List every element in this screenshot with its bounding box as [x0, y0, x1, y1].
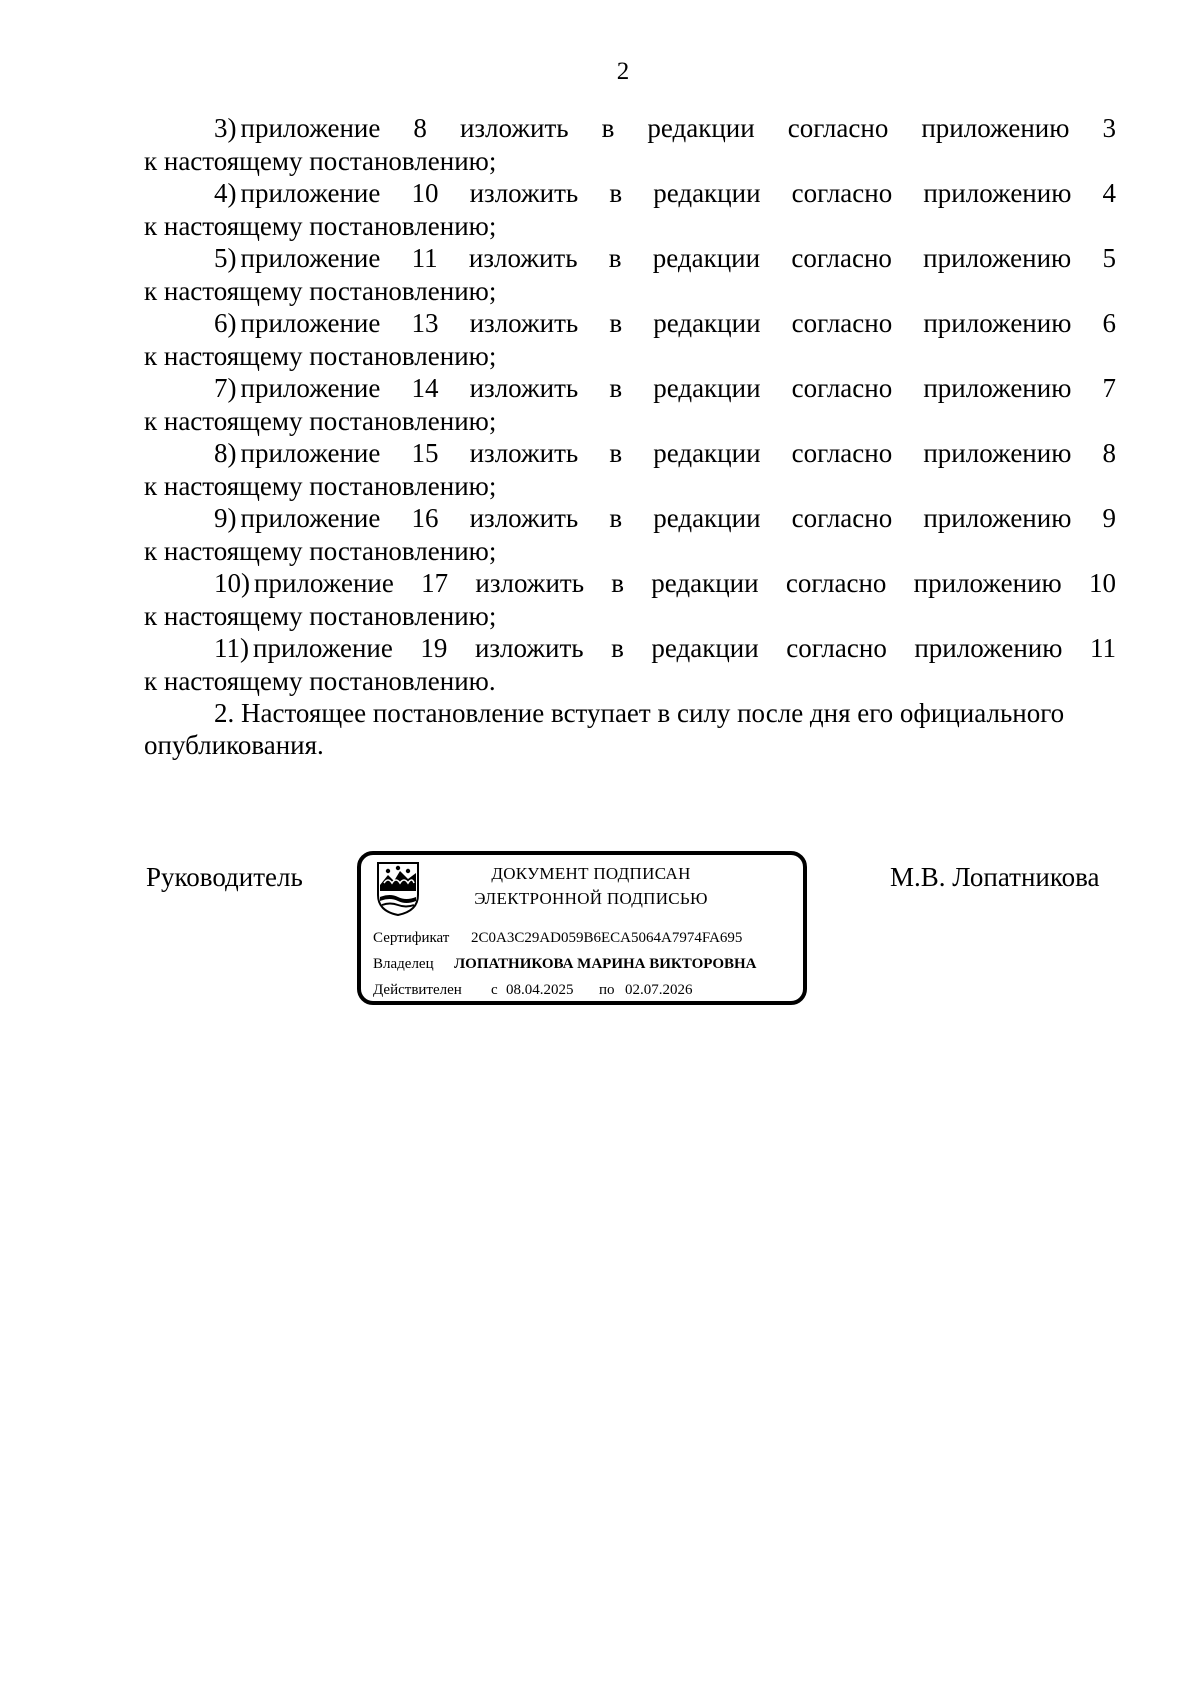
- stamp-title-line2: ЭЛЕКТРОННОЙ ПОДПИСЬЮ: [474, 889, 708, 908]
- stamp-owner-row: [373, 956, 757, 973]
- list-item: [144, 632, 1116, 697]
- page-number: 2: [616, 58, 630, 85]
- certificate-label: Сертификат: [373, 930, 450, 946]
- item-word: согласно: [791, 438, 893, 468]
- list-item-line1: [144, 632, 1116, 665]
- list-item: [144, 502, 1116, 567]
- list-item-line1: [144, 112, 1116, 145]
- item-word: 11: [411, 243, 438, 273]
- item-word: редакции: [653, 308, 761, 338]
- item-word: согласно: [785, 568, 887, 598]
- item-word: согласно: [787, 113, 889, 143]
- item-number: 6): [214, 308, 237, 338]
- item-word: 3: [1102, 113, 1116, 143]
- coat-of-arms-icon: [376, 861, 420, 917]
- item-word: приложению: [923, 308, 1072, 338]
- item-lead: [214, 502, 380, 535]
- item-lead: [214, 372, 380, 405]
- list-item-line1: [144, 567, 1116, 600]
- item-word: приложению: [923, 178, 1072, 208]
- item-word: 13: [411, 308, 439, 338]
- item-lead: [214, 567, 394, 600]
- item-word: приложению: [923, 243, 1072, 273]
- list-item-line1: [144, 307, 1116, 340]
- item-word: в: [609, 373, 623, 403]
- item-word: изложить: [469, 438, 579, 468]
- list-item-continuation: к настоящему постановлению;: [144, 276, 497, 306]
- item-word: приложение: [240, 178, 381, 208]
- item-word: приложению: [914, 633, 1063, 663]
- valid-from-prefix: с: [491, 982, 498, 998]
- item-word: изложить: [469, 373, 579, 403]
- item-word: 10: [1088, 568, 1116, 598]
- item-word: редакции: [647, 113, 755, 143]
- amendment-list: [144, 112, 1116, 697]
- item-lead: [214, 437, 380, 470]
- stamp-title-line1: ДОКУМЕНТ ПОДПИСАН: [491, 864, 691, 883]
- item-word: 7: [1102, 373, 1116, 403]
- item-word: изложить: [469, 503, 579, 533]
- stamp-validity-row: [373, 982, 693, 999]
- paragraph-effective-date: 2. Настоящее постановление вступает в силу после дня его официального опубликования.: [144, 698, 1065, 760]
- item-word: приложение: [240, 243, 381, 273]
- item-word: приложение: [240, 308, 381, 338]
- item-lead: [214, 112, 380, 145]
- item-number: 11): [214, 633, 249, 663]
- item-number: 4): [214, 178, 237, 208]
- stamp-certificate-row: [373, 930, 743, 947]
- list-item-line1: [144, 372, 1116, 405]
- electronic-signature-stamp: [357, 851, 807, 1005]
- item-word: редакции: [653, 373, 761, 403]
- item-number: 7): [214, 373, 237, 403]
- item-lead: [214, 307, 380, 340]
- list-item-continuation: к настоящему постановлению;: [144, 211, 497, 241]
- item-word: 8: [1102, 438, 1116, 468]
- item-word: 16: [411, 503, 439, 533]
- item-word: приложению: [923, 503, 1072, 533]
- item-number: 5): [214, 243, 237, 273]
- item-word: редакции: [652, 243, 761, 273]
- list-item-line1: [144, 502, 1116, 535]
- item-word: в: [609, 438, 623, 468]
- valid-to-prefix: по: [599, 982, 615, 998]
- list-item-line1: [144, 177, 1116, 210]
- valid-to-date: 02.07.2026: [625, 982, 693, 998]
- item-word: изложить: [459, 113, 569, 143]
- list-item-line1: [144, 242, 1116, 275]
- list-item: [144, 567, 1116, 632]
- item-word: 6: [1102, 308, 1116, 338]
- list-item: [144, 242, 1116, 307]
- item-word: редакции: [651, 568, 759, 598]
- list-item: [144, 437, 1116, 502]
- item-number: 9): [214, 503, 237, 533]
- owner-value: ЛОПАТНИКОВА МАРИНА ВИКТОРОВНА: [454, 956, 757, 972]
- item-word: 9: [1102, 503, 1116, 533]
- item-word: согласно: [786, 633, 887, 663]
- item-word: согласно: [791, 178, 893, 208]
- list-item-continuation: к настоящему постановлению.: [144, 666, 496, 696]
- item-word: в: [611, 633, 624, 663]
- valid-from-date: 08.04.2025: [506, 982, 574, 998]
- signatory-position: Руководитель: [146, 862, 303, 892]
- item-word: 14: [411, 373, 439, 403]
- validity-label: Действителен: [373, 982, 462, 998]
- item-word: редакции: [653, 438, 761, 468]
- item-word: приложению: [913, 568, 1062, 598]
- list-item-continuation: к настоящему постановлению;: [144, 146, 497, 176]
- item-word: в: [609, 308, 623, 338]
- list-item-continuation: к настоящему постановлению;: [144, 406, 497, 436]
- item-word: приложение: [253, 633, 393, 663]
- item-word: согласно: [791, 243, 892, 273]
- list-item: [144, 307, 1116, 372]
- item-word: 10: [411, 178, 439, 208]
- item-word: приложение: [240, 503, 381, 533]
- item-lead: [214, 177, 380, 210]
- item-number: 3): [214, 113, 237, 143]
- item-word: приложение: [240, 373, 381, 403]
- list-item: [144, 177, 1116, 242]
- item-word: редакции: [653, 503, 761, 533]
- list-item-continuation: к настоящему постановлению;: [144, 471, 497, 501]
- item-word: приложению: [923, 438, 1072, 468]
- item-word: 4: [1102, 178, 1116, 208]
- item-lead: [214, 242, 380, 275]
- list-item-continuation: к настоящему постановлению;: [144, 601, 497, 631]
- item-word: в: [609, 178, 623, 208]
- item-word: в: [611, 568, 625, 598]
- item-word: приложение: [254, 568, 394, 598]
- owner-label: Владелец: [373, 956, 434, 972]
- item-word: изложить: [475, 568, 585, 598]
- item-word: редакции: [651, 633, 759, 663]
- item-word: в: [608, 243, 622, 273]
- item-word: изложить: [469, 178, 579, 208]
- item-word: в: [609, 503, 623, 533]
- item-lead: [214, 632, 393, 665]
- list-item-continuation: к настоящему постановлению;: [144, 536, 497, 566]
- item-number: 10): [214, 568, 250, 598]
- item-word: изложить: [469, 308, 579, 338]
- document-body: [144, 112, 1116, 761]
- item-word: приложению: [921, 113, 1070, 143]
- item-word: 19: [420, 633, 448, 663]
- item-word: изложить: [468, 243, 578, 273]
- item-word: 11: [1089, 633, 1116, 663]
- item-word: изложить: [474, 633, 584, 663]
- item-word: согласно: [791, 308, 893, 338]
- item-word: редакции: [653, 178, 761, 208]
- list-item: [144, 372, 1116, 437]
- signatory-name: М.В. Лопатникова: [890, 862, 1100, 892]
- item-word: приложение: [240, 113, 381, 143]
- item-word: согласно: [791, 503, 893, 533]
- item-word: 15: [411, 438, 439, 468]
- item-number: 8): [214, 438, 237, 468]
- item-word: согласно: [791, 373, 893, 403]
- list-item-line1: [144, 437, 1116, 470]
- item-word: 5: [1102, 243, 1116, 273]
- list-item-continuation: к настоящему постановлению;: [144, 341, 497, 371]
- list-item: [144, 112, 1116, 177]
- item-word: в: [601, 113, 615, 143]
- item-word: приложение: [240, 438, 381, 468]
- item-word: приложению: [923, 373, 1072, 403]
- item-word: 8: [413, 113, 427, 143]
- item-word: 17: [421, 568, 449, 598]
- certificate-value: 2C0A3C29AD059B6ECA5064A7974FA695: [471, 930, 743, 946]
